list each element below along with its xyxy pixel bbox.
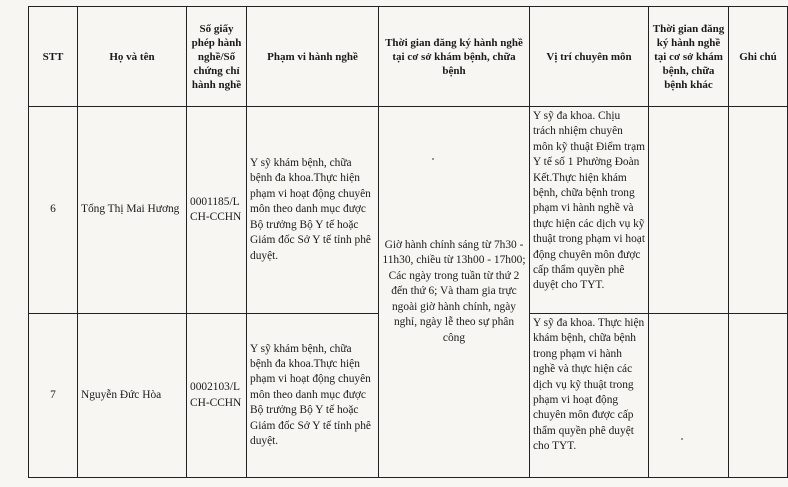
table-row	[29, 107, 788, 314]
cell-note	[729, 107, 788, 314]
cell-registered-time: Giờ hành chính sáng từ 7h30 - 11h30, chiều từ 13h00 - 17h00; Các ngày trong tuần từ thứ 2 đến thứ 6; Và tham gia trực ngoài giờ hành chính, ngày nghỉ, ngày lễ theo sự phân công	[379, 107, 530, 478]
cell-certificate: 0002103/L CH-CCHN	[187, 314, 247, 478]
cell-name: Tống Thị Mai Hương	[78, 107, 187, 314]
scan-speck	[681, 438, 683, 440]
cell-stt: 6	[29, 107, 78, 314]
cell-other-time	[649, 314, 729, 478]
cell-other-time	[649, 107, 729, 314]
header-other-time: Thời gian đăng ký hành nghề tại cơ sở khám bệnh, chữa bệnh khác	[649, 7, 729, 107]
staff-registration-table	[28, 6, 788, 478]
header-scope: Phạm vi hành nghề	[247, 7, 379, 107]
cell-position: Y sỹ đa khoa. Thực hiện khám bệnh, chữa bệnh trong phạm vi hành nghề và thực hiện các dịch vụ kỹ thuật trong phạm vi hoạt động chuyên môn được cấp thẩm quyền phê duyệt cho TYT.	[530, 314, 649, 478]
cell-position: Y sỹ đa khoa. Chịu trách nhiệm chuyên môn kỹ thuật Điểm trạm Y tế số 1 Phường Đoàn Kết.Thực hiện khám bệnh, chữa bệnh trong phạm vi hành nghề và thực hiện các dịch vụ kỹ thuật trong phạm vi hoạt động chuyên môn được cấp thẩm quyền phê duyệt cho TYT.	[530, 107, 649, 314]
cell-scope: Y sỹ khám bệnh, chữa bệnh đa khoa.Thực hiện phạm vi hoạt động chuyên môn theo danh mục được Bộ trưởng Bộ Y tế hoặc Giám đốc Sở Y tế tỉnh phê duyệt.	[247, 314, 379, 478]
cell-name: Nguyễn Đức Hòa	[78, 314, 187, 478]
cell-stt: 7	[29, 314, 78, 478]
header-stt: STT	[29, 7, 78, 107]
cell-certificate: 0001185/L CH-CCHN	[187, 107, 247, 314]
header-certificate: Số giấy phép hành nghề/Số chứng chỉ hành nghề	[187, 7, 247, 107]
header-note: Ghi chú	[729, 7, 788, 107]
cell-scope: Y sỹ khám bệnh, chữa bệnh đa khoa.Thực hiện phạm vi hoạt động chuyên môn theo danh mục được Bộ trưởng Bộ Y tế hoặc Giám đốc Sở Y tế tỉnh phê duyệt.	[247, 107, 379, 314]
header-registered-time: Thời gian đăng ký hành nghề tại cơ sở khám bệnh, chữa bệnh	[379, 7, 530, 107]
cell-note	[729, 314, 788, 478]
scan-speck	[432, 158, 434, 160]
header-name: Họ và tên	[78, 7, 187, 107]
header-position: Vị trí chuyên môn	[530, 7, 649, 107]
table-header-row	[29, 7, 788, 107]
